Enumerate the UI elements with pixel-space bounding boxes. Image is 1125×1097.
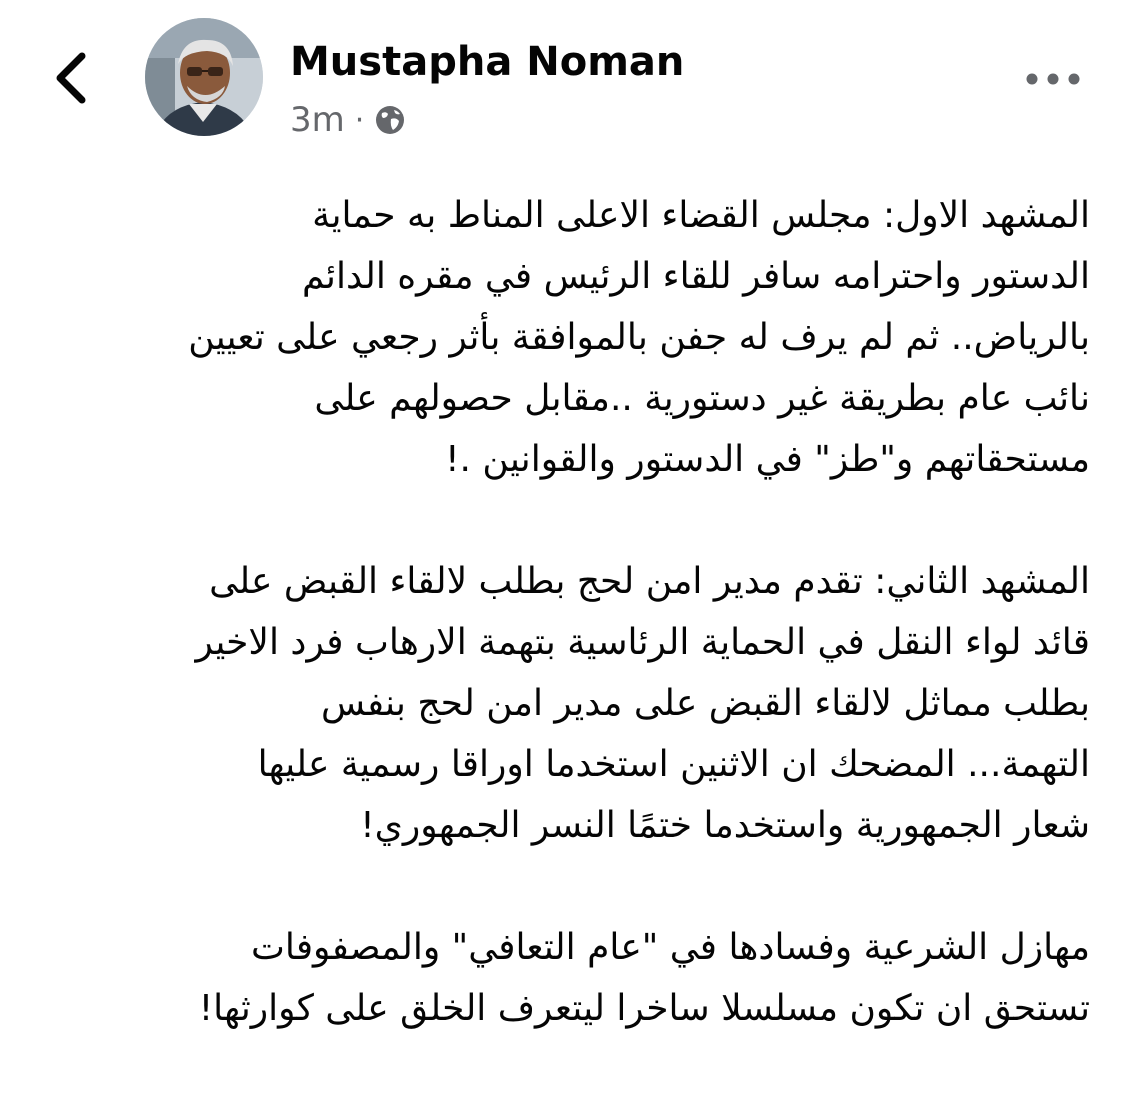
text-line: شعار الجمهورية واستخدما ختمًا النسر الجمهوري! — [360, 805, 1090, 846]
post-paragraph — [40, 185, 1090, 490]
post-text — [40, 185, 1090, 1039]
chevron-left-icon — [48, 50, 92, 106]
text-line: بطلب مماثل لالقاء القبض على مدير امن لحج بنفس — [320, 683, 1090, 724]
more-options-button[interactable] — [1022, 62, 1084, 96]
profile-photo — [145, 18, 263, 136]
text-line: بالرياض.. ثم لم يرف له جفن بالموافقة بأثر رجعي على تعيين — [188, 317, 1090, 358]
text-line: تستحق ان تكون مسلسلا ساخرا ليتعرف الخلق على كوارثها! — [198, 988, 1090, 1029]
ellipsis-icon — [1022, 62, 1084, 96]
text-line: مهازل الشرعية وفسادها في "عام التعافي" والمصفوفات — [250, 927, 1090, 968]
post-header — [0, 0, 1125, 160]
post-timestamp[interactable]: 3m — [290, 100, 345, 140]
text-line: الدستور واحترامه سافر للقاء الرئيس في مقره الدائم — [301, 256, 1090, 297]
post-meta — [290, 98, 406, 142]
post-paragraph — [40, 917, 1090, 1039]
globe-icon — [374, 104, 406, 136]
text-line: المشهد الثاني: تقدم مدير امن لحج بطلب لالقاء القبض على — [209, 561, 1090, 602]
avatar[interactable] — [145, 18, 263, 136]
text-line: نائب عام بطريقة غير دستورية ..مقابل حصولهم على — [314, 378, 1090, 419]
text-line: مستحقاتهم و"طز" في الدستور والقوانين .! — [445, 439, 1090, 480]
meta-separator: · — [354, 102, 365, 138]
back-button[interactable] — [48, 50, 92, 106]
text-line: المشهد الاول: مجلس القضاء الاعلى المناط به حماية — [312, 195, 1090, 236]
text-line: التهمة... المضحك ان الاثنين استخدما اوراقا رسمية عليها — [257, 744, 1090, 785]
post-paragraph — [40, 551, 1090, 856]
text-line: قائد لواء النقل في الحماية الرئاسية بتهمة الارهاب فرد الاخير — [195, 622, 1090, 663]
author-name[interactable]: Mustapha Noman — [290, 39, 685, 85]
